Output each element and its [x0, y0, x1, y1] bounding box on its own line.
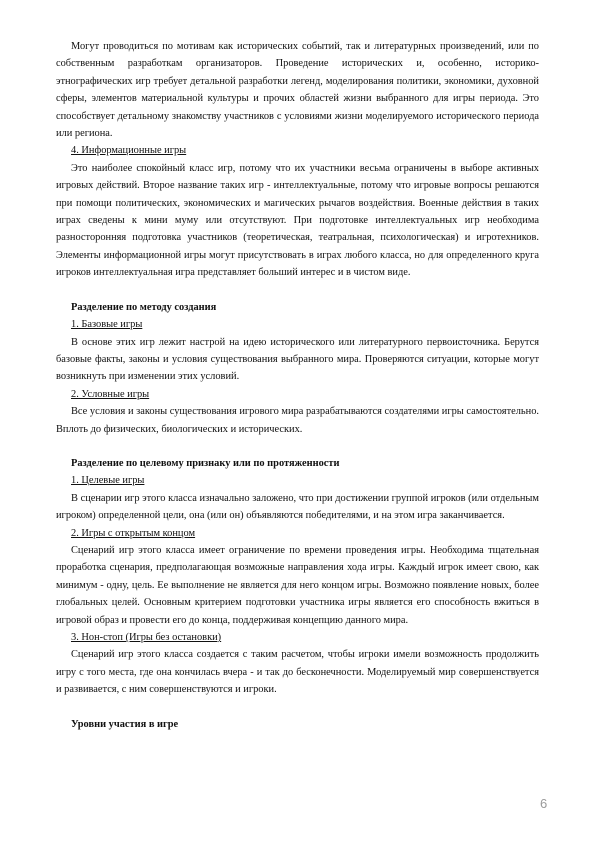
- paragraph: Сценарий игр этого класса имеет ограничение по времени проведения игры. Необходима тщательная проработка сценария, предполагающая возможные направления хода игры. Каждый игрок имеет свою, как минимум - одну, цель. Ее выполнение не является для него концом игры. Возможно появление новых, более глобальных целей. Основным критерием подготовки участника игры является его способность вжиться в игровой образ и провести его до конца, поддерживая концепцию данного мира.: [56, 544, 539, 626]
- document-page: [56, 38, 539, 733]
- paragraph: Все условия и законы существования игрового мира разрабатываются создателями игры самостоятельно. Вплоть до физических, биологических и исторических.: [56, 406, 539, 435]
- page-number: 6: [540, 796, 548, 811]
- paragraph: Сценарий игр этого класса создается с таким расчетом, чтобы игроки имели возможность продолжить игру с того места, где она кончилась вчера - и так до бесконечности. Моделируемый мир совершенствуется и развивается, с ним совершенствуются и игроки.: [56, 649, 539, 696]
- subsection-heading: 3. Нон-стоп (Игры без остановки): [71, 632, 222, 643]
- spacer: [56, 438, 539, 455]
- subsection-heading: 1. Базовые игры: [71, 319, 143, 331]
- spacer: [56, 699, 539, 716]
- paragraph: В основе этих игр лежит настрой на идею исторического или литературного первоисточника. Берутся базовые факты, законы и условия существования выбранного мира. Проверяются ситуации, которые могут возникнуть при изменении этих условий.: [56, 336, 539, 383]
- paragraph: В сценарии игр этого класса изначально заложено, что при достижении группой игроков (или отдельным игроком) определенной цели, она (или он) объявляются победителями, и на этом игра заканчивается.: [56, 492, 539, 522]
- section-heading: Разделение по методу создания: [71, 301, 217, 313]
- section-heading: Разделение по целевому признаку или по протяженности: [71, 457, 340, 469]
- subsection-heading: 2. Условные игры: [71, 388, 150, 400]
- section-heading: Уровни участия в игре: [71, 718, 179, 730]
- paragraph: Могут проводиться по мотивам как исторических событий, так и литературных произведений, или по собственным разработкам организаторов. Проведение исторических и, особенно, историко-этнографических игр требует детальной разработки легенд, моделирования политики, экономики, духовной сферы, элементов материальной культуры и прочих областей жизни выбранного для игры периода. Это способствует детальному знакомству участников с условиями жизни моделируемого исторического периода или региона.: [56, 41, 539, 140]
- spacer: [56, 282, 539, 299]
- subsection-heading: 2. Игры с открытым концом: [71, 527, 196, 539]
- subsection-heading: 4. Информационные игры: [71, 145, 187, 157]
- subsection-heading: 1. Целевые игры: [71, 475, 145, 487]
- paragraph: Это наиболее спокойный класс игр, потому что их участники весьма ограничены в выборе активных игровых действий. Второе название таких игр - интеллектуальные, потому что игровые вопросы решаются при помощи политических, экономических и магических рычагов воздействия. Военные действия в таких играх сведены к мини муму или отсутствуют. При подготовке интеллектуальных игр необходима разносторонняя подготовка участников (теоретическая, театральная, психологическая) и игротехников. Элементы информационной игры могут присутствовать в играх любого класса, но для определенного круга игроков интеллектуальная игра представляет больший интерес и в чистом виде.: [56, 162, 539, 279]
